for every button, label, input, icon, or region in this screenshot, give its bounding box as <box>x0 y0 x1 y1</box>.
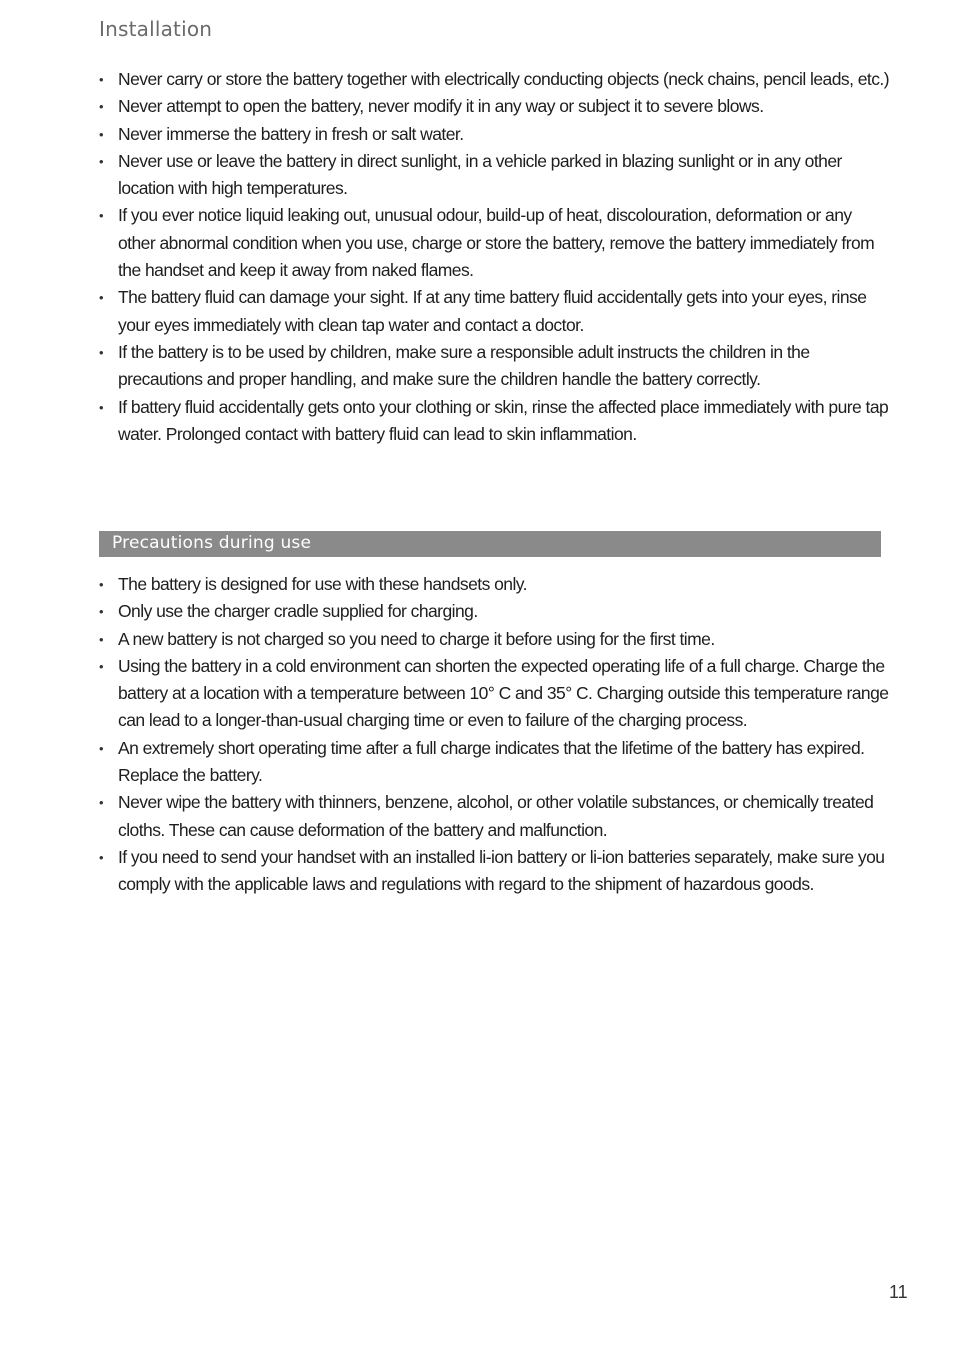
page-number: 11 <box>889 1282 908 1302</box>
list-item: • If battery fluid accidentally gets onto your clothing or skin, rinse the affected place immediately with pure tap water. Prolonged contact with battery fluid can lead to skin inflammation. <box>99 394 889 449</box>
precautions-during-use-list <box>99 571 889 899</box>
list-item: • If you ever notice liquid leaking out, unusual odour, build-up of heat, discolouration, deformation or any other abnormal condition when you use, charge or store the battery, remove the battery immediately from the handset and keep it away from naked flames. <box>99 202 889 284</box>
list-item: • Never immerse the battery in fresh or salt water. <box>99 121 889 148</box>
list-item: • Never wipe the battery with thinners, benzene, alcohol, or other volatile substances, or chemically treated cloths. These can cause deformation of the battery and malfunction. <box>99 789 889 844</box>
list-item: • Using the battery in a cold environment can shorten the expected operating life of a full charge. Charge the battery at a location with a temperature between 10° C and 35° C. Charging outside this temperature range can lead to a longer-than-usual charging time or even to failure of the charging process. <box>99 653 889 735</box>
list-item: • Never attempt to open the battery, never modify it in any way or subject it to severe blows. <box>99 93 889 120</box>
list-item: • An extremely short operating time after a full charge indicates that the lifetime of the battery has expired. Replace the battery. <box>99 735 889 790</box>
page-header-title: Installation <box>99 17 213 41</box>
list-item: • Never use or leave the battery in direct sunlight, in a vehicle parked in blazing sunlight or in any other location with high temperatures. <box>99 148 889 203</box>
list-item: • Only use the charger cradle supplied for charging. <box>99 598 889 625</box>
list-item: • The battery is designed for use with these handsets only. <box>99 571 889 598</box>
list-item: • The battery fluid can damage your sight. If at any time battery fluid accidentally gets into your eyes, rinse your eyes immediately with clean tap water and contact a doctor. <box>99 284 889 339</box>
list-item: • If you need to send your handset with an installed li-ion battery or li-ion batteries separately, make sure you comply with the applicable laws and regulations with regard to the shipment of hazardous goods. <box>99 844 889 899</box>
general-precautions-list <box>99 66 889 448</box>
section-heading: Precautions during use <box>112 533 312 553</box>
list-item: • Never carry or store the battery together with electrically conducting objects (neck chains, pencil leads, etc.) <box>99 66 889 93</box>
list-item: • A new battery is not charged so you need to charge it before using for the first time. <box>99 626 889 653</box>
section-heading-bar <box>99 531 881 557</box>
list-item: • If the battery is to be used by children, make sure a responsible adult instructs the children in the precautions and proper handling, and make sure the children handle the battery correctly. <box>99 339 889 394</box>
